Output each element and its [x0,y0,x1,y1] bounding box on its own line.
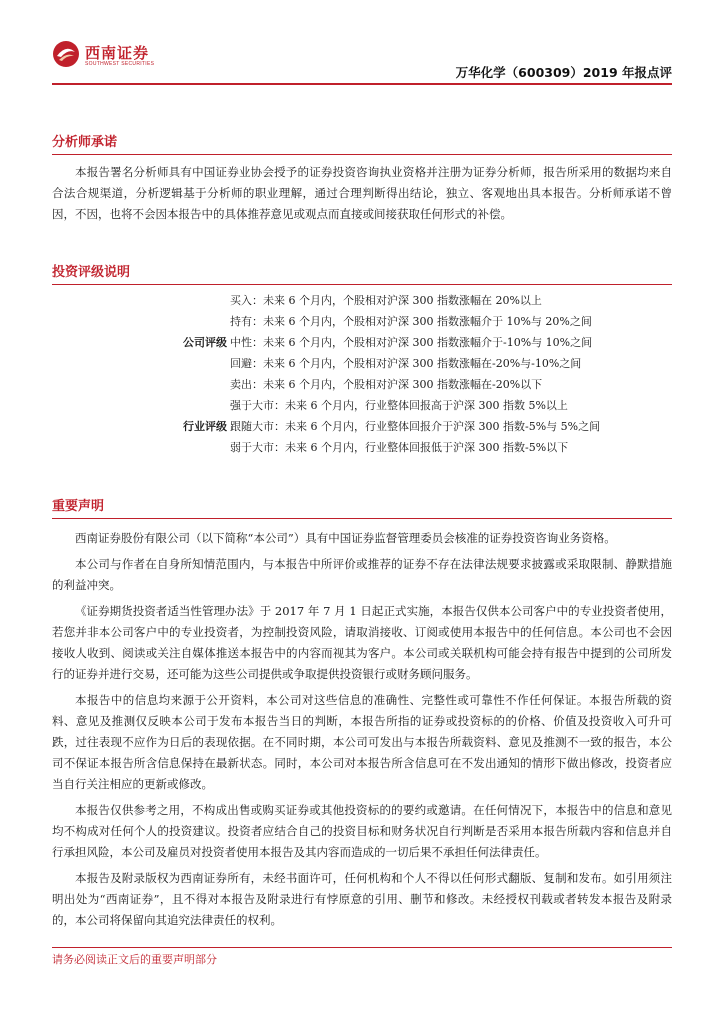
rating-row-outperform: 强于大市：未来 6 个月内，行业整体回报高于沪深 300 指数 5%以上 [230,399,568,412]
section-title-analyst: 分析师承诺 [52,132,672,155]
disclaimer-section [52,496,672,931]
company-logo [52,40,162,74]
disclaimer-paragraph: 本公司与作者在自身所知情范围内，与本报告中所评价或推荐的证券不存在法律法规要求披露或采取限制、静默措施的利益冲突。 [52,557,672,592]
rating-row-buy: 买入：未来 6 个月内，个股相对沪深 300 指数涨幅在 20%以上 [230,294,542,307]
footer-notice: 请务必阅读正文后的重要声明部分 [52,953,217,966]
disclaimer-paragraph: 本报告仅供参考之用，不构成出售或购买证券或其他投资标的的要约或邀请。在任何情况下，本报告中的信息和意见均不构成对任何个人的投资建议。投资者应结合自己的投资目标和财务状况自行判断是否采用本报告所载内容和信息并自行承担风险，本公司及雇员对投资者使用本报告及其内容而造成的一切后果不承担任何法律责任。 [52,803,672,859]
rating-row-sell: 卖出：未来 6 个月内，个股相对沪深 300 指数涨幅在-20%以下 [230,378,543,391]
analyst-commitment-section [52,132,672,225]
industry-rating-label: 行业评级 [183,420,227,433]
company-rating-list [230,290,592,395]
section-title-rating: 投资评级说明 [52,262,672,285]
rating-row-neutral-industry: 跟随大市：未来 6 个月内，行业整体回报介于沪深 300 指数-5%与 5%之间 [230,420,601,433]
logo-mark-icon [52,40,80,68]
industry-rating-list [230,395,600,458]
company-rating-label: 公司评级 [183,336,227,349]
page-header [0,0,724,90]
header-divider [52,83,672,85]
rating-section [52,262,672,285]
analyst-commitment-text: 本报告署名分析师具有中国证券业协会授予的证券投资咨询执业资格并注册为证券分析师，报告所采用的数据均来自合法合规渠道，分析逻辑基于分析师的职业理解，通过合理判断得出结论，独立、客观地出具本报告。分析师承诺不曾因，不因，也将不会因本报告中的具体推荐意见或观点而直接或间接获取任何形式的补偿。 [52,165,672,221]
disclaimer-paragraph: 《证券期货投资者适当性管理办法》于 2017 年 7 月 1 日起正式实施，本报告仅供本公司客户中的专业投资者使用，若您并非本公司客户中的专业投资者，为控制投资风险，请取消接收、订阅或使用本报告中的任何信息。本公司也不会因接收人收到、阅读或关注自媒体推送本报告中的内容而视其为客户。本公司或关联机构可能会持有报告中提到的公司所发行的证券并进行交易，还可能为这些公司提供或争取提供投资银行或财务顾问服务。 [52,604,672,681]
rating-row-neutral: 中性：未来 6 个月内，个股相对沪深 300 指数涨幅介于-10%与 10%之间 [230,336,593,349]
logo-text-en: SOUTHWEST SECURITIES [85,61,155,67]
disclaimer-paragraph: 本报告及附录版权为西南证券所有，未经书面许可，任何机构和个人不得以任何形式翻版、复制和发布。如引用须注明出处为“西南证券”，且不得对本报告及附录进行有悖原意的引用、删节和修改。未经授权刊载或者转发本报告及附录的，本公司将保留向其追究法律责任的权利。 [52,871,672,927]
section-title-disclaimer: 重要声明 [52,496,672,519]
document-title: 万华化学（600309）2019 年报点评 [455,65,672,80]
disclaimer-paragraph: 西南证券股份有限公司（以下简称“本公司”）具有中国证券监督管理委员会核准的证券投资咨询业务资格。 [75,531,616,545]
rating-row-underperform: 弱于大市：未来 6 个月内，行业整体回报低于沪深 300 指数-5%以下 [230,441,569,454]
disclaimer-body [52,528,672,931]
disclaimer-paragraph: 本报告中的信息均来源于公开资料，本公司对这些信息的准确性、完整性或可靠性不作任何保证。本报告所载的资料、意见及推测仅反映本公司于发布本报告当日的判断，本报告所指的证券或投资标的的价格、价值及投资收入可升可跌，过往表现不应作为日后的表现依据。在不同时期，本公司可发出与本报告所载资料、意见及推测不一致的报告，本公司不保证本报告所含信息保持在最新状态。同时，本公司对本报告所含信息可在不发出通知的情形下做出修改，投资者应当自行关注相应的更新或修改。 [52,693,672,791]
rating-row-hold: 持有：未来 6 个月内，个股相对沪深 300 指数涨幅介于 10%与 20%之间 [230,315,592,328]
footer-divider [52,947,672,948]
rating-row-avoid: 回避：未来 6 个月内，个股相对沪深 300 指数涨幅在-20%与-10%之间 [230,357,582,370]
logo-text-cn: 西南证券 [85,44,150,62]
